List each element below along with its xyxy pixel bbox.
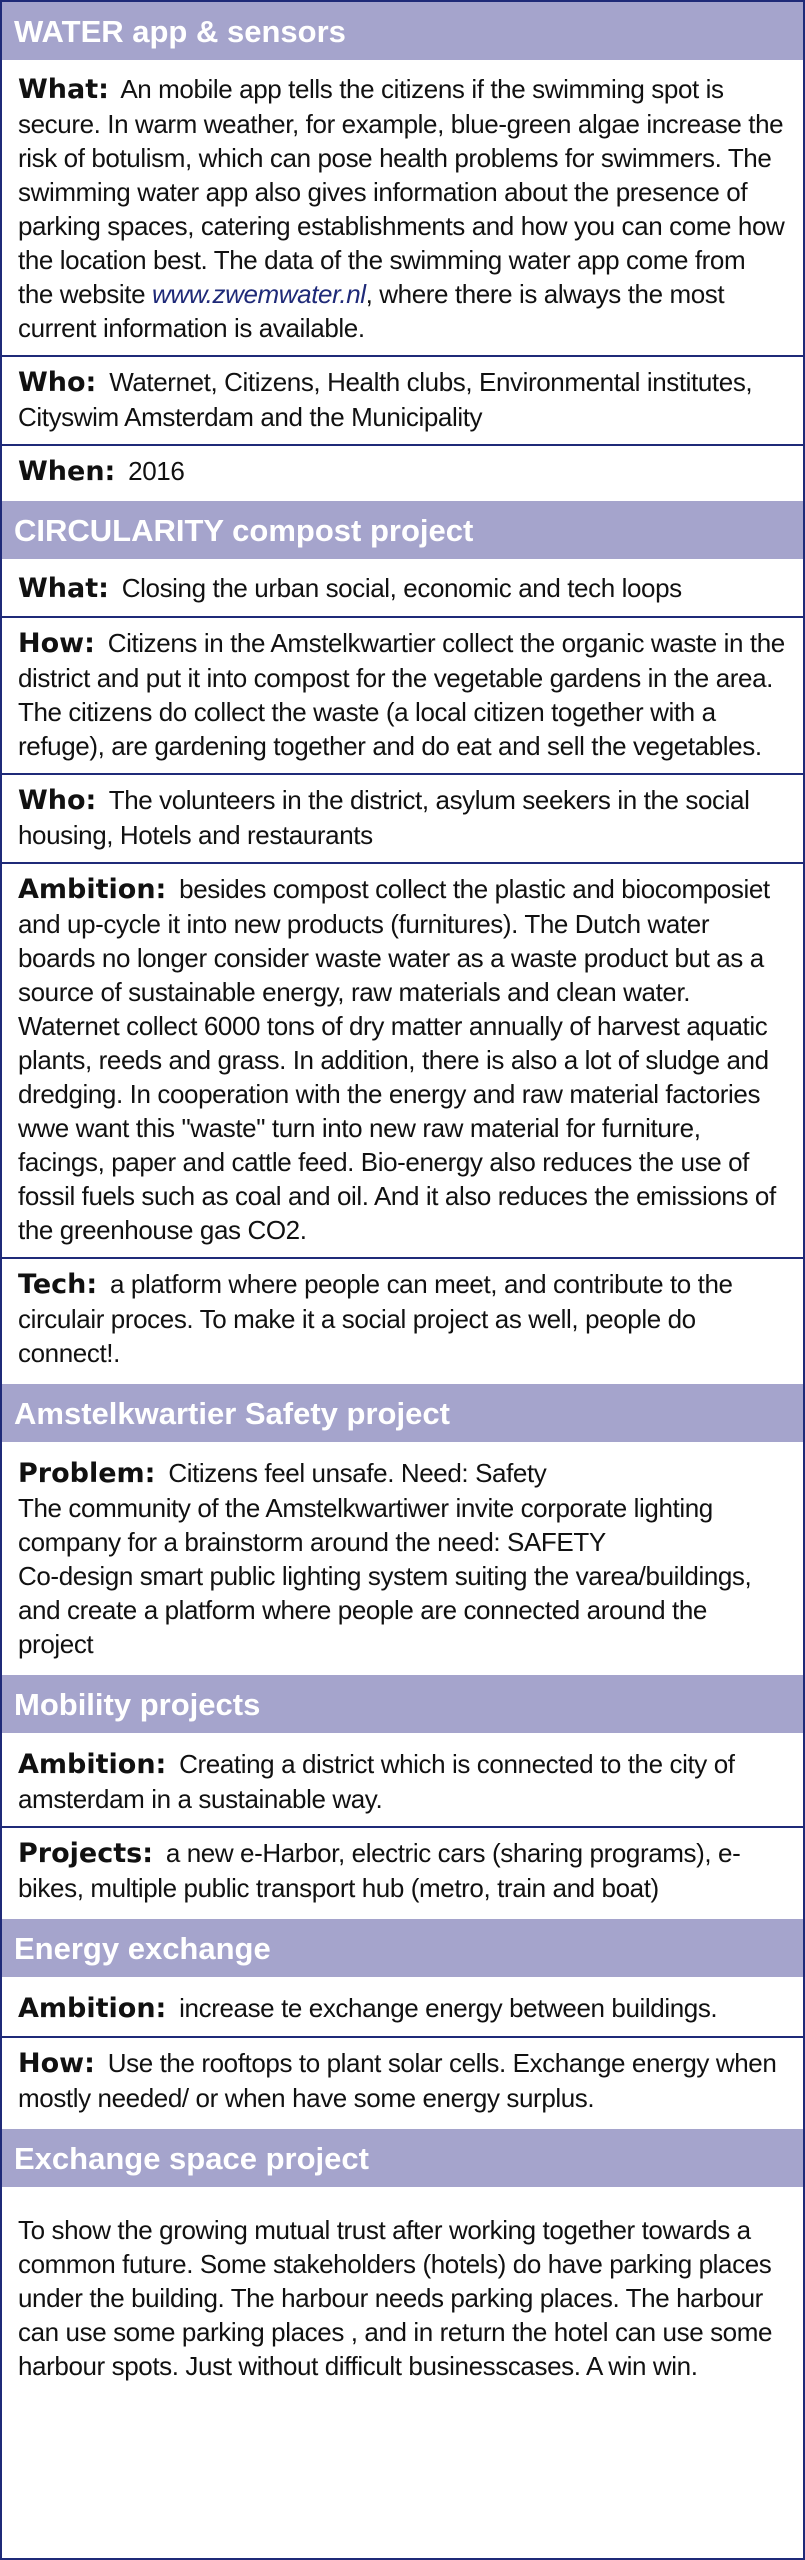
energy-ambition-text: increase te exchange energy between buildings. [179,1993,718,2023]
circularity-tech-text: a platform where people can meet, and contribute to the circulair proces. To make it a social project as well, people do connect!. [18,1269,733,1368]
what-label: What: [18,573,109,604]
water-what-text: An mobile app tells the citizens if the swimming spot is secure. In warm weather, for example, blue-green algae increase the risk of botulism, which can pose health problems for swimmers. The swimming water app also gives information about the presence of parking spaces, catering establishments and how you can come how the location best. The data of the swimming water app come from the website [18,74,785,309]
mobility-projects-block [2,1828,803,1919]
circularity-ambition-block [2,864,803,1259]
section-title-energy: Energy exchange [2,1919,803,1977]
ambition-label: Ambition: [18,1993,167,2024]
section-title-circularity: CIRCULARITY compost project [2,501,803,559]
water-what-text-end: , where there is always the most current information is available. [18,279,725,343]
when-label: When: [18,456,116,487]
safety-line-1: The community of the Amstelkwartiwer invite corporate lighting company for a brainstorm around the need: SAFETY [18,1493,713,1557]
ambition-label: Ambition: [18,1749,167,1780]
how-label: How: [18,2048,95,2079]
section-title-safety: Amstelkwartier Safety project [2,1384,803,1442]
circularity-how-text: Citizens in the Amstelkwartier collect the organic waste in the district and put it into compost for the vegetable gardens in the area. The citizens do collect the waste (a local citizen together with a refuge), are gardening together and do eat and sell the vegetables. [18,628,785,761]
water-when-text: 2016 [128,456,185,486]
circularity-what-block [2,559,803,618]
how-label: How: [18,628,95,659]
water-what-block [2,60,803,357]
safety-line-2: Co-design smart public lighting system suiting the varea/buildings, and create a platform where people are connected around the project [18,1561,752,1659]
projects-label: Projects: [18,1838,153,1869]
section-title-exchange-space: Exchange space project [2,2129,803,2187]
energy-how-text: Use the rooftops to plant solar cells. Exchange energy when mostly needed/ or when have some energy surplus. [18,2048,777,2113]
exchange-space-text: To show the growing mutual trust after working together towards a common future. Some stakeholders (hotels) do have parking places under the building. The harbour needs parking places. The harbour can use some parking places , and in return the hotel can use some harbour spots. Just without difficult businesscases. A win win. [18,2215,773,2381]
circularity-what-text: Closing the urban social, economic and tech loops [121,573,682,603]
circularity-ambition-text: besides compost collect the plastic and biocomposiet and up-cycle it into new products (furnitures). The Dutch water boards no longer consider waste water as a waste product but as a source of sustainable energy, raw materials and clean water. Waternet collect 6000 tons of dry matter annually of harvest aquatic plants, reeds and grass. In addition, there is also a lot of sludge and dredging. In cooperation with the energy and raw material factories wwe want this "waste" turn into new raw material for furniture, facings, paper and cattle feed. Bio-energy also reduces the use of fossil fuels such as coal and oil. And it also reduces the emissions of the greenhouse gas CO2. [18,874,776,1245]
exchange-space-block [2,2187,803,2393]
mobility-ambition-block [2,1733,803,1828]
safety-problem-block [2,1442,803,1675]
energy-how-block [2,2038,803,2129]
water-who-block [2,357,803,446]
zwemwater-link[interactable]: www.zwemwater.nl [151,279,366,309]
safety-problem-text: Citizens feel unsafe. Need: Safety [168,1458,547,1488]
circularity-who-block [2,775,803,864]
problem-label: Problem: [18,1458,156,1489]
tech-label: Tech: [18,1269,98,1300]
who-label: Who: [18,367,97,398]
ambition-label: Ambition: [18,874,167,905]
water-when-block [2,446,803,501]
circularity-how-block [2,618,803,775]
circularity-tech-block [2,1259,803,1384]
circularity-who-text: The volunteers in the district, asylum seekers in the social housing, Hotels and restaurants [18,785,750,850]
section-title-mobility: Mobility projects [2,1675,803,1733]
mobility-ambition-text: Creating a district which is connected to the city of amsterdam in a sustainable way. [18,1749,735,1814]
who-label: Who: [18,785,97,816]
energy-ambition-block [2,1977,803,2038]
what-label: What: [18,74,109,105]
mobility-projects-text: a new e-Harbor, electric cars (sharing programs), e-bikes, multiple public transport hub (metro, train and boat) [18,1838,741,1903]
water-who-text: Waternet, Citizens, Health clubs, Environmental institutes, Cityswim Amsterdam and the Municipality [18,367,753,432]
section-title-water-app: WATER app & sensors [2,2,803,60]
